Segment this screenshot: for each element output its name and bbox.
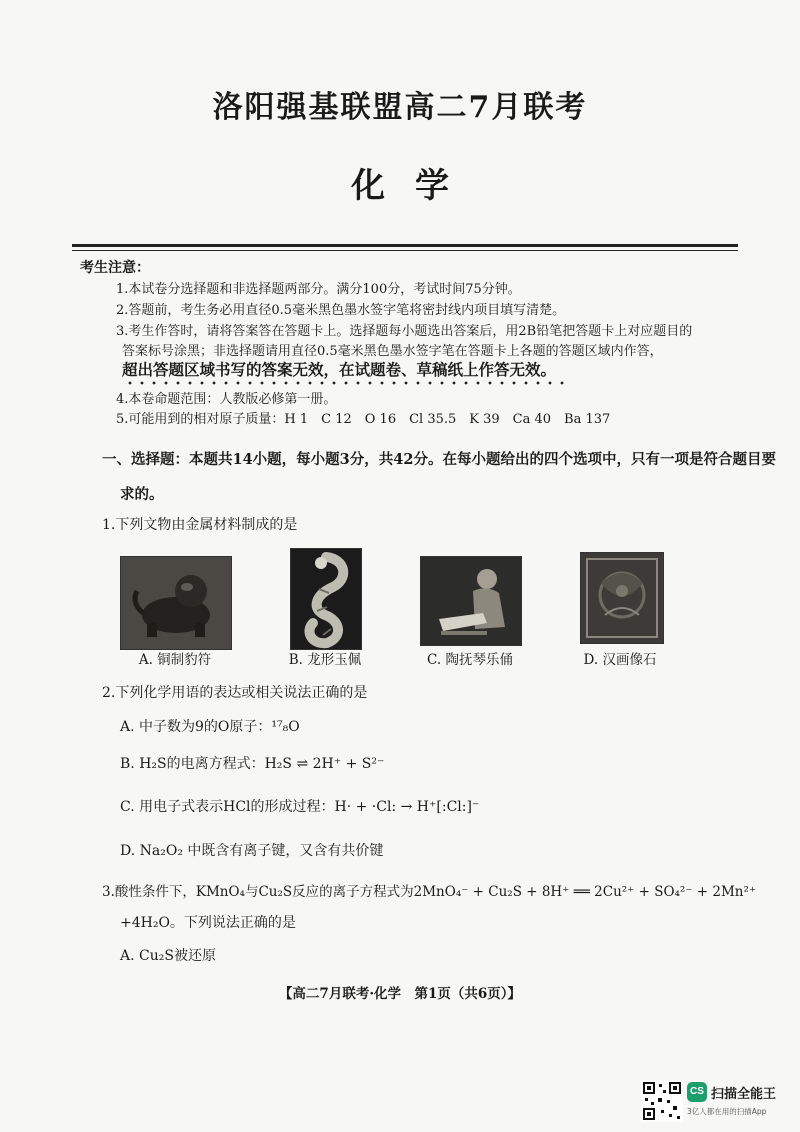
scanner-app-name: 扫描全能王	[711, 1087, 777, 1102]
jade-dragon-image	[290, 548, 362, 650]
notice-item: 1.本试卷分选择题和非选择题两部分。满分100分，考试时间75分钟。	[116, 282, 521, 297]
question-3-option-a: A. Cu₂S被还原	[120, 948, 216, 964]
option-a-formula: ¹⁷₈O	[271, 719, 300, 735]
bronze-leopard-image	[120, 556, 232, 650]
option-b-caption: B. 龙形玉佩	[288, 652, 362, 668]
header-divider	[72, 244, 738, 247]
camscanner-logo-icon: CS	[687, 1082, 707, 1102]
option-c-caption: C. 陶抚琴乐俑	[427, 652, 513, 668]
notice-emphasis: 超出答题区域书写的答案无效，在试题卷、草稿纸上作答无效。	[122, 360, 557, 379]
notice-heading: 考生注意：	[80, 260, 150, 276]
exam-title: 洛阳强基联盟高二7月联考	[212, 90, 588, 125]
question-2-stem: 2.下列化学用语的表达或相关说法正确的是	[102, 685, 368, 701]
question-2-option-d: D. Na₂O₂ 中既含有离子键，又含有共价键	[120, 843, 384, 859]
option-a-text: A. 中子数为9的O原子：	[120, 719, 272, 735]
question-2-option-b: B. H₂S的电离方程式：H₂S ⇌ 2H⁺ + S²⁻	[120, 756, 385, 772]
notice-item: 4.本卷命题范围：人教版必修第一册。	[116, 392, 337, 407]
stone-relief-image	[580, 552, 664, 644]
notice-item: 5.可能用到的相对原子质量：H 1 C 12 O 16 Cl 35.5 K 39 Ca 40 Ba 137	[116, 412, 611, 427]
question-2-option-a	[120, 716, 300, 736]
question-1-stem: 1.下列文物由金属材料制成的是	[102, 517, 298, 533]
page-footer: 【高二7月联考·化学 第1页（共6页）】	[278, 986, 522, 1002]
emphasis-dots	[124, 381, 564, 385]
qr-code-icon	[641, 1080, 683, 1122]
notice-item: 答案标号涂黑；非选择题请用直径0.5毫米黑色墨水签字笔在答题卡上各题的答题区域内作答，	[122, 344, 663, 359]
question-2-option-c	[120, 796, 479, 816]
subject-title: 化学	[351, 166, 479, 206]
option-d-caption: D. 汉画像石	[583, 652, 657, 668]
question-3-stem-cont: +4H₂O。下列说法正确的是	[120, 915, 296, 931]
scanner-tagline: 3亿人都在用的扫描App	[687, 1107, 767, 1116]
notice-item: 3.考生作答时，请将答案答在答题卡上。选择题每小题选出答案后，用2B铅笔把答题卡上对应题目的	[116, 324, 693, 339]
header-divider-thin	[72, 250, 738, 251]
question-3-stem: 3.酸性条件下，KMnO₄与Cu₂S反应的离子方程式为2MnO₄⁻ + Cu₂S + 8H⁺ ══ 2Cu²⁺ + SO₄²⁻ + 2Mn²⁺	[102, 884, 757, 900]
option-c-text: C. 用电子式表示HCl的形成过程：	[120, 799, 335, 815]
section-heading: 一、选择题：本题共14小题，每小题3分，共42分。在每小题给出的四个选项中，只有一项是符合题目要	[102, 451, 776, 468]
option-a-caption: A. 铜制豹符	[138, 652, 212, 668]
pottery-figurine-image	[420, 556, 522, 646]
section-heading-cont: 求的。	[120, 486, 164, 503]
option-c-formula: H· + ·Cl: → H⁺[:Cl:]⁻	[334, 799, 480, 815]
notice-item: 2.答题前，考生务必用直径0.5毫米黑色墨水签字笔将密封线内项目填写清楚。	[116, 303, 566, 318]
